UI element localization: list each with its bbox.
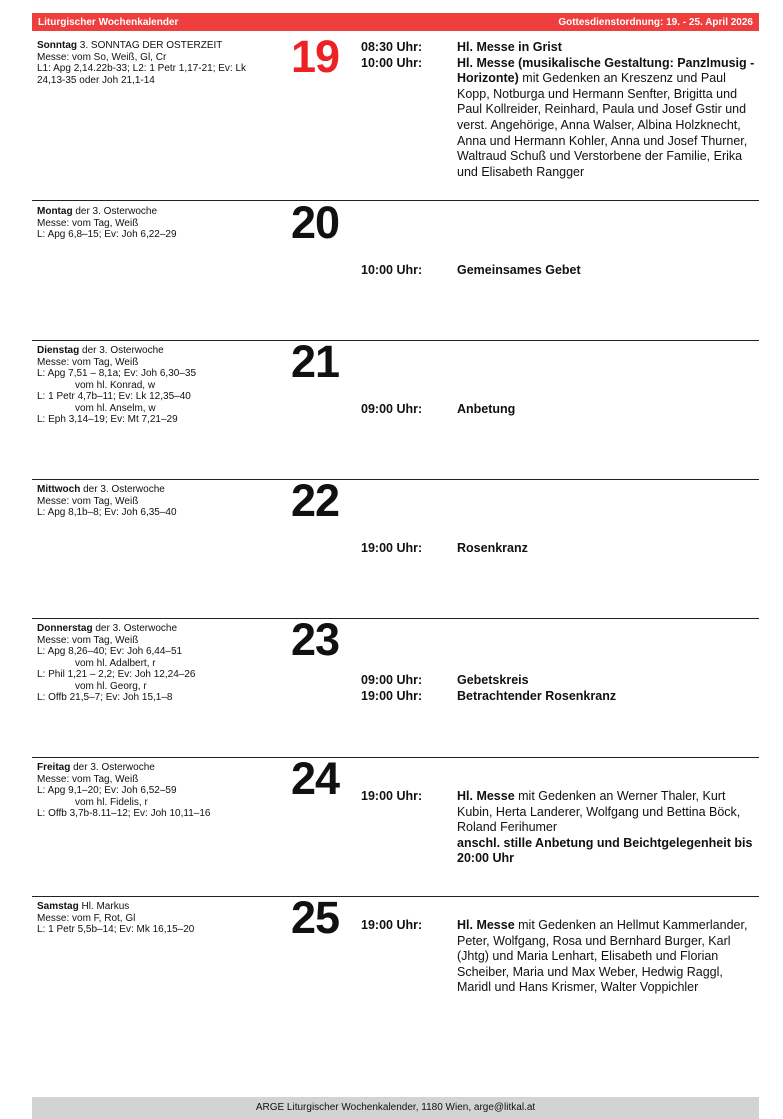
liturgy-line: L: Phil 1,21 – 2,2; Ev: Joh 12,24–26 <box>37 669 196 680</box>
day-number: 19 <box>291 31 340 82</box>
liturgy-line: L: Apg 9,1–20; Ev: Joh 6,52–59 <box>37 785 177 796</box>
liturgy-line: vom hl. Anselm, w <box>75 402 156 414</box>
event-title: Hl. Messe in Grist <box>457 40 562 54</box>
day-block <box>32 31 759 201</box>
liturgy-line: vom hl. Konrad, w <box>75 379 156 391</box>
event-list <box>361 673 759 704</box>
event-row <box>361 56 759 181</box>
event-description <box>457 836 759 867</box>
event-time: 19:00 Uhr: <box>361 688 423 703</box>
event-list <box>361 402 759 418</box>
day-number: 25 <box>291 892 340 943</box>
event-row <box>361 263 759 279</box>
day-heading <box>37 762 277 774</box>
day-number: 24 <box>291 753 340 804</box>
day-block <box>32 475 759 619</box>
event-title: Betrachtender Rosenkranz <box>457 688 617 703</box>
day-number: 22 <box>291 475 340 526</box>
event-description <box>457 789 759 836</box>
day-heading <box>37 206 277 218</box>
liturgy-line: Messe: vom Tag, Weiß <box>37 217 139 229</box>
event-row <box>361 689 759 705</box>
event-details: mit Gedenken an Kreszenz und Paul Kopp, Notburga und Hermann Senfter, Brigitta und Paul Kollreider, Reinhard, Paula und Josef Gstir und verst. Angehörige, Anna Walser, Albina Holzknecht, Anna und Hermann Kohler, Anna und Josef Thurner, Waltraud Schuß und Verstorbene der Familie, Erika und Elisabeth Rangger <box>457 71 748 179</box>
event-time: 10:00 Uhr: <box>361 55 423 70</box>
event-list <box>361 789 759 867</box>
event-description <box>457 263 759 279</box>
day-heading <box>37 623 277 635</box>
liturgy-line: L: 1 Petr 5,5b–14; Ev: Mk 16,15–20 <box>37 924 195 935</box>
day-liturgy-info <box>37 623 277 704</box>
event-title: Rosenkranz <box>457 541 528 555</box>
weekday-name: Montag <box>37 206 73 217</box>
event-title: Hl. Messe <box>457 789 515 803</box>
event-time <box>361 836 457 867</box>
event-title: anschl. stille Anbetung und Beichtgelegenheit bis 20:00 Uhr <box>457 835 753 866</box>
event-description <box>457 541 759 557</box>
day-liturgy-info <box>37 206 277 241</box>
liturgy-line: L: Apg 7,51 – 8,1a; Ev: Joh 6,30–35 <box>37 368 197 379</box>
day-block <box>32 892 759 1071</box>
event-title: Hl. Messe <box>457 918 515 932</box>
event-description <box>457 673 759 689</box>
day-block <box>32 336 759 480</box>
event-row <box>361 918 759 996</box>
header-title: Liturgischer Wochenkalender <box>38 16 179 28</box>
day-number: 23 <box>291 614 340 665</box>
weekday-name: Dienstag <box>37 345 80 356</box>
day-heading <box>37 40 277 52</box>
day-title: der 3. Osterwoche <box>72 206 158 217</box>
liturgy-line: L: Offb 3,7b-8.11–12; Ev: Joh 10,11–16 <box>37 808 211 819</box>
event-title: Gebetskreis <box>457 673 529 687</box>
liturgy-line: L: Offb 21,5–7; Ev: Joh 15,1–8 <box>37 692 173 703</box>
weekday-name: Samstag <box>37 901 79 912</box>
event-list <box>361 918 759 996</box>
day-heading <box>37 901 277 913</box>
event-title: Hl. Messe (musikalische Gestaltung: Panzlmusig - Horizonte) <box>457 55 755 86</box>
day-liturgy-info <box>37 345 277 426</box>
event-list <box>361 541 759 557</box>
event-time: 09:00 Uhr: <box>361 402 423 416</box>
day-number: 20 <box>291 197 340 248</box>
day-title: der 3. Osterwoche <box>92 623 178 634</box>
liturgy-line: Messe: vom So, Weiß, Gl, Cr <box>37 51 167 63</box>
event-time: 09:00 Uhr: <box>361 673 423 687</box>
event-time: 08:30 Uhr: <box>361 40 423 54</box>
event-details: mit Gedenken an Hellmut Kammerlander, Peter, Wolfgang, Rosa und Bernhard Burger, Karl (Jhtg) und Maria Lenhart, Elisabeth und Florian Scheiber, Maria und Max Weber, Hedwig Raggl, Maridl und Hans Krismer, Walter Voppichler <box>457 918 748 995</box>
weekday-name: Donnerstag <box>37 623 93 634</box>
liturgy-line: vom hl. Fidelis, r <box>75 796 148 808</box>
liturgy-line: L1: Apg 2,14.22b-33; L2: 1 Petr 1,17-21; Ev: Lk 24,13-35 oder Joh 21,1-14 <box>37 63 247 86</box>
liturgy-line: L: Eph 3,14–19; Ev: Mt 7,21–29 <box>37 414 178 425</box>
event-title: Anbetung <box>457 402 516 416</box>
event-description <box>457 402 759 418</box>
day-liturgy-info <box>37 484 277 519</box>
header-bar <box>32 13 759 31</box>
liturgy-line: L: 1 Petr 4,7b–11; Ev: Lk 12,35–40 <box>37 391 191 402</box>
event-details: mit Gedenken an Werner Thaler, Kurt Kubin, Herta Landerer, Wolfgang und Bettina Böck, Roland Ferihumer <box>457 789 741 835</box>
day-liturgy-info <box>37 762 277 820</box>
liturgy-line: Messe: vom Tag, Weiß <box>37 495 139 507</box>
event-row <box>361 836 759 867</box>
day-block <box>32 614 759 758</box>
liturgy-line: Messe: vom F, Rot, Gl <box>37 912 136 924</box>
liturgy-line: Messe: vom Tag, Weiß <box>37 773 139 785</box>
day-heading <box>37 345 277 357</box>
weekday-name: Sonntag <box>37 40 77 51</box>
event-description <box>457 40 759 56</box>
event-time: 19:00 Uhr: <box>361 541 423 555</box>
weekday-name: Freitag <box>37 762 71 773</box>
day-title: 3. SONNTAG DER OSTERZEIT <box>77 40 223 51</box>
footer: ARGE Liturgischer Wochenkalender, 1180 Wien, arge@litkal.at <box>32 1097 759 1119</box>
weekday-name: Mittwoch <box>37 484 81 495</box>
day-liturgy-info <box>37 901 277 936</box>
event-list <box>361 40 759 180</box>
day-liturgy-info <box>37 40 277 86</box>
day-number: 21 <box>291 336 340 387</box>
liturgy-line: vom hl. Adalbert, r <box>75 657 156 669</box>
header-date-range: Gottesdienstordnung: 19. - 25. April 2026 <box>558 16 753 28</box>
liturgy-line: vom hl. Georg, r <box>75 680 147 692</box>
event-time: 10:00 Uhr: <box>361 263 423 277</box>
event-title: Gemeinsames Gebet <box>457 263 581 277</box>
event-time: 19:00 Uhr: <box>361 918 423 932</box>
event-row <box>361 673 759 689</box>
liturgy-line: Messe: vom Tag, Weiß <box>37 634 139 646</box>
event-row <box>361 402 759 418</box>
event-description <box>457 689 759 705</box>
day-heading <box>37 484 277 496</box>
event-row <box>361 789 759 836</box>
day-title: der 3. Osterwoche <box>79 345 164 356</box>
day-title: der 3. Osterwoche <box>80 484 165 495</box>
event-time: 19:00 Uhr: <box>361 789 423 803</box>
day-block <box>32 197 759 341</box>
event-row <box>361 541 759 557</box>
event-row <box>361 40 759 56</box>
liturgy-line: L: Apg 8,26–40; Ev: Joh 6,44–51 <box>37 646 183 657</box>
day-title: der 3. Osterwoche <box>70 762 155 773</box>
event-description <box>457 918 759 996</box>
day-block <box>32 753 759 897</box>
day-title: Hl. Markus <box>78 901 130 912</box>
event-description <box>457 56 759 181</box>
liturgy-line: L: Apg 6,8–15; Ev: Joh 6,22–29 <box>37 229 177 240</box>
event-list <box>361 263 759 279</box>
liturgy-line: L: Apg 8,1b–8; Ev: Joh 6,35–40 <box>37 507 177 518</box>
liturgy-line: Messe: vom Tag, Weiß <box>37 356 139 368</box>
